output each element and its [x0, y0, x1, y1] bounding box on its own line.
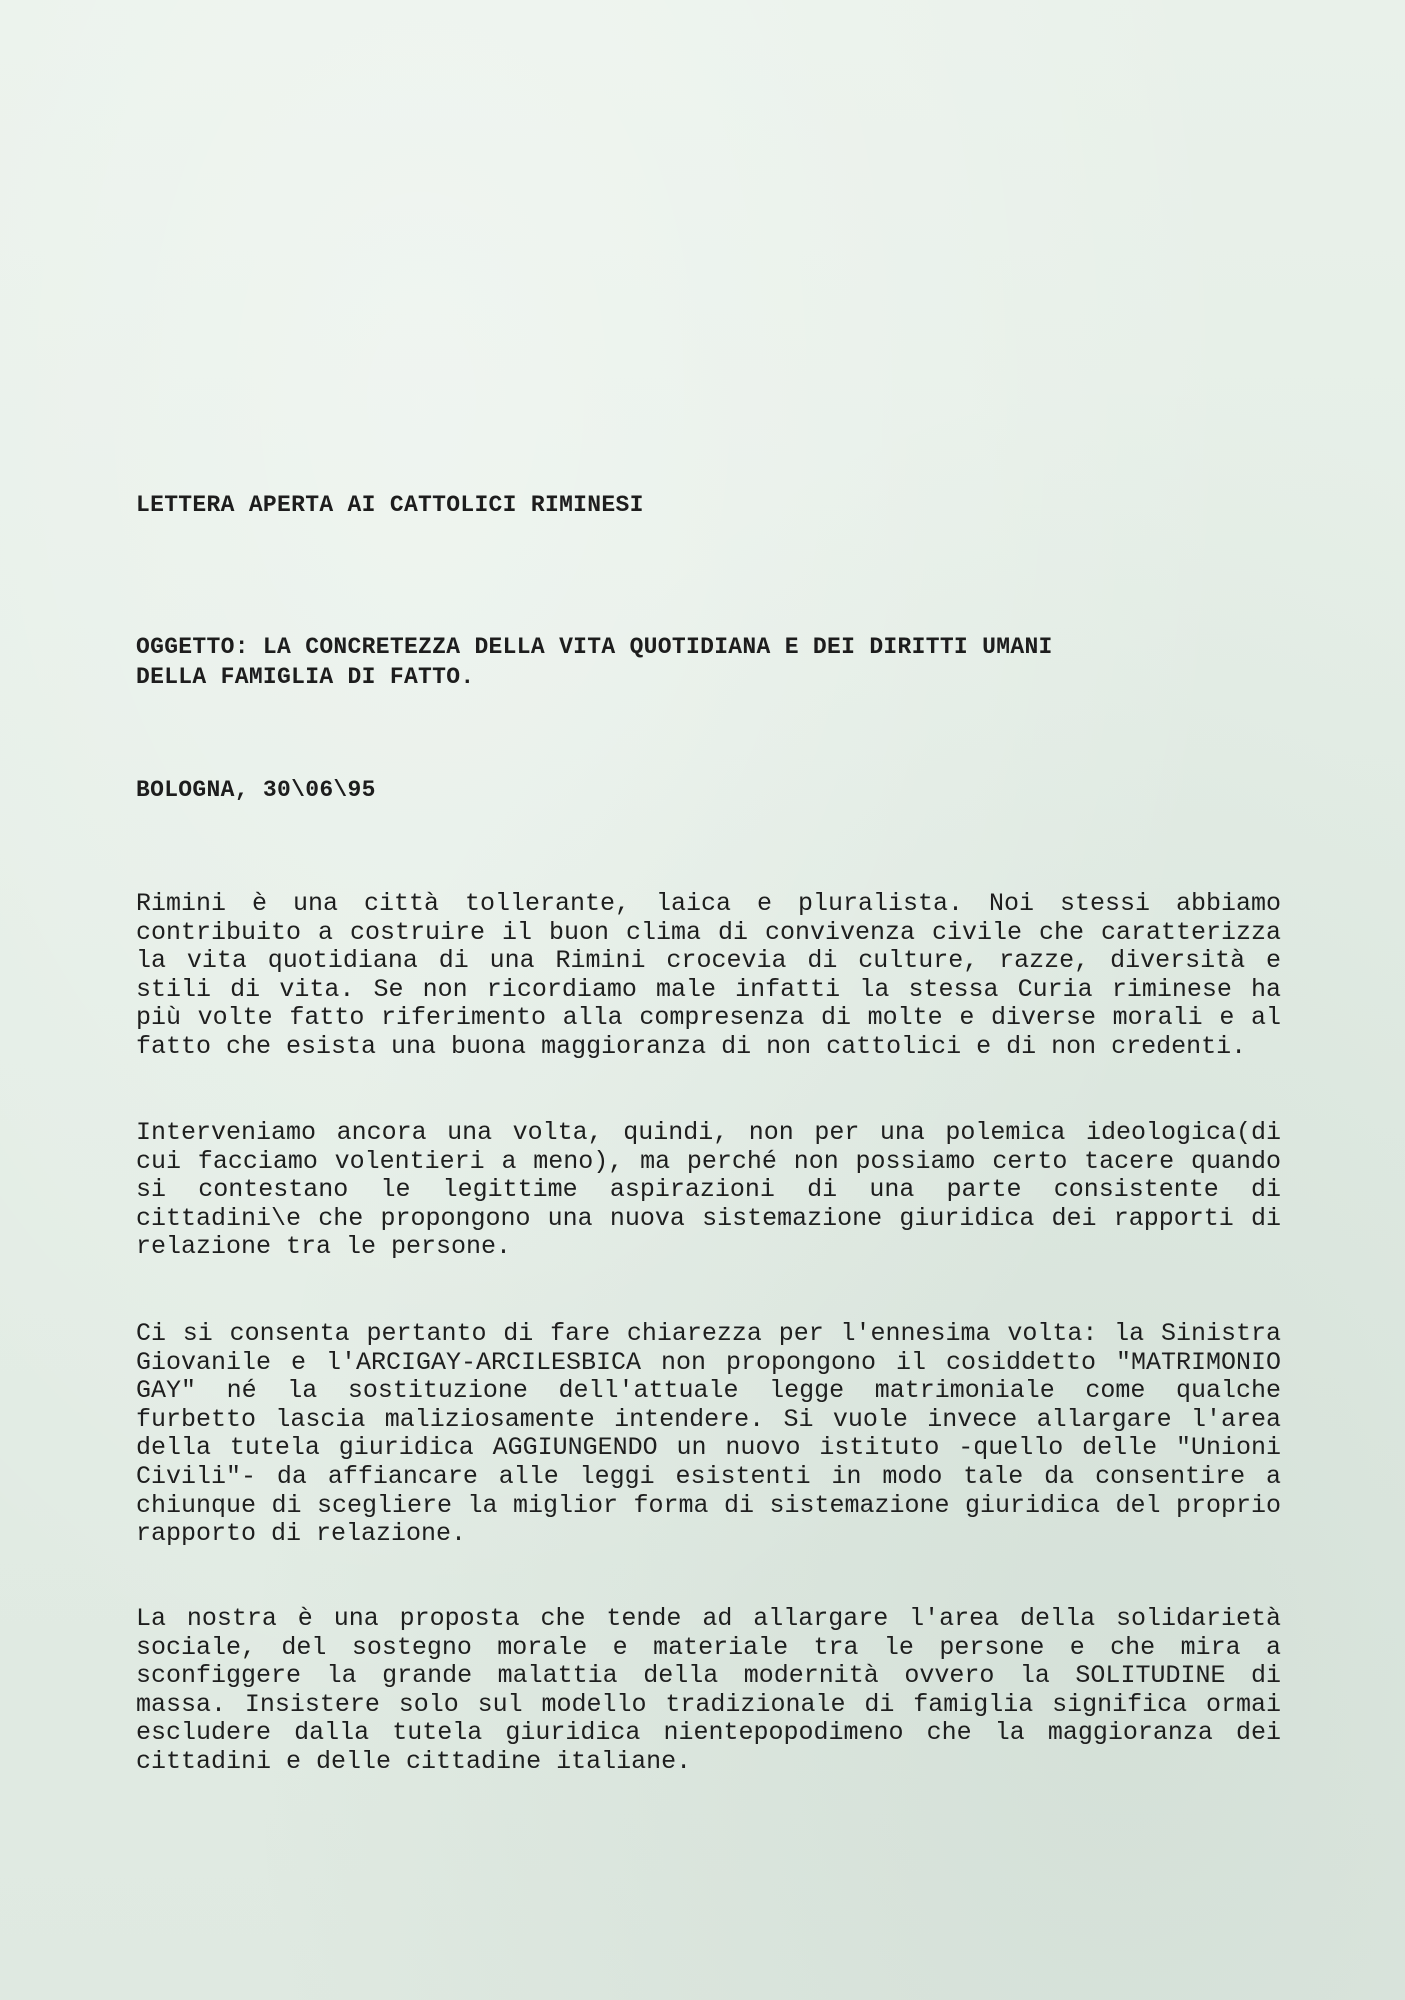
letter-title: LETTERA APERTA AI CATTOLICI RIMINESI [136, 492, 644, 518]
date-line: BOLOGNA, 30\06\95 [136, 777, 376, 803]
subject-line-2: DELLA FAMIGLIA DI FATTO. [136, 664, 475, 690]
paragraph-1: Rimini è una città tollerante, laica e pluralista. Noi stessi abbiamo contribuito a costruire il buon clima di convivenza civile che caratterizza la vita quotidiana di una Rimini crocevia di culture, razze, diversità e stili di vita. Se non ricordiamo male infatti la stessa Curia riminese ha più volte fatto riferimento alla compresenza di molte e diverse morali e al fatto che esista una buona maggioranza di non cattolici e di non credenti. [136, 889, 1281, 1061]
paragraph-2: Interveniamo ancora una volta, quindi, non per una polemica ideologica(di cui facciamo volentieri a meno), ma perché non possiamo certo tacere quando si contestano le legittime aspirazioni di una parte consistente di cittadini\e che propongono una nuova sistemazione giuridica dei rapporti di relazione tra le persone. [136, 1118, 1281, 1262]
paragraph-3: Ci si consenta pertanto di fare chiarezza per l'ennesima volta: la Sinistra Giovanile e l'ARCIGAY-ARCILESBICA non propongono il cosiddetto "MATRIMONIO GAY" né la sostituzione dell'attuale legge matrimoniale come qualche furbetto lascia maliziosamente intendere. Si vuole invece allargare l'area della tutela giuridica AGGIUNGENDO un nuovo istituto -quello delle "Unioni Civili"- da affiancare alle leggi esistenti in modo tale da consentire a chiunque di scegliere la miglior forma di sistemazione giuridica del proprio rapporto di relazione. [136, 1319, 1281, 1549]
subject-line-1: OGGETTO: LA CONCRETEZZA DELLA VITA QUOTIDIANA E DEI DIRITTI UMANI [136, 634, 1053, 660]
paragraph-4: La nostra è una proposta che tende ad allargare l'area della solidarietà sociale, del sostegno morale e materiale tra le persone e che mira a sconfiggere la grande malattia della modernità ovvero la SOLITUDINE di massa. Insistere solo sul modello tradizionale di famiglia significa ormai escludere dalla tutela giuridica nientepopodimeno che la maggioranza dei cittadini e delle cittadine italiane. [136, 1604, 1281, 1776]
